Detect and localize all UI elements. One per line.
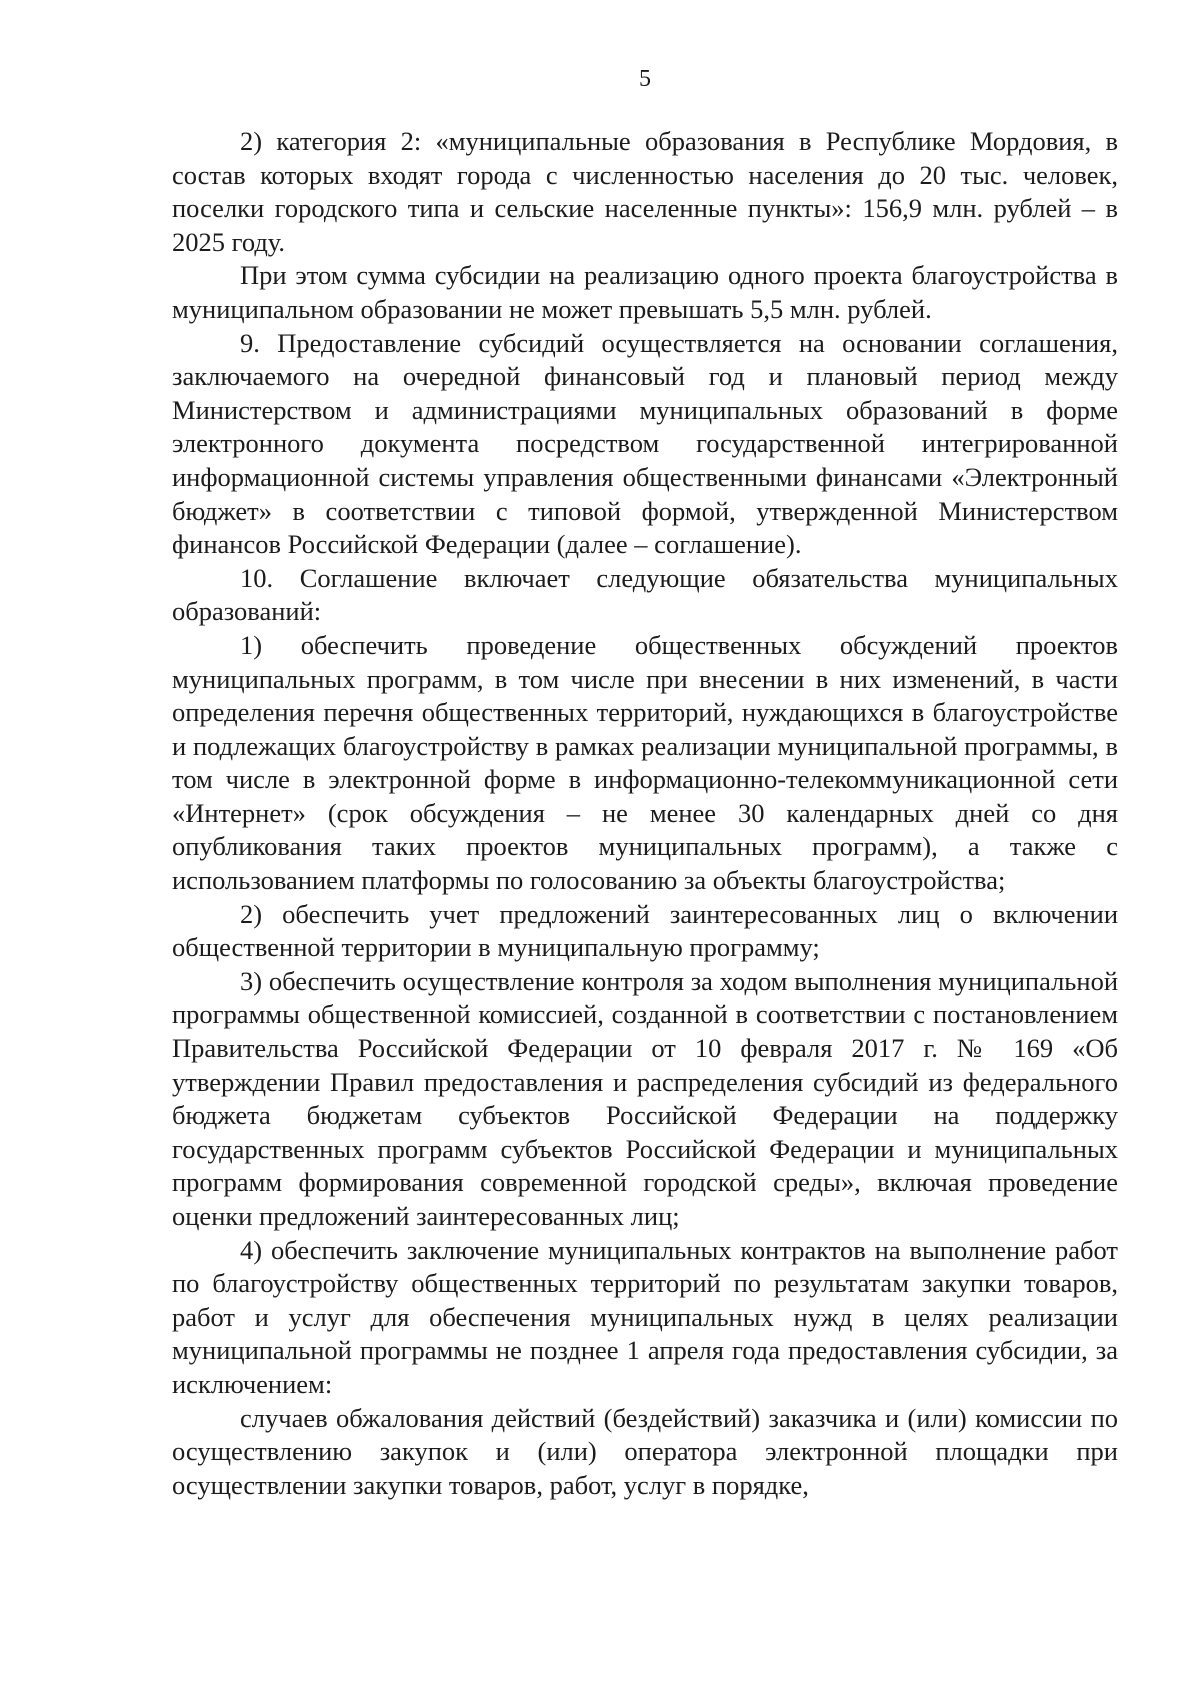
paragraph-10-obligations: 10. Соглашение включает следующие обязательства муниципальных образований: (172, 562, 1118, 627)
obligation-2-proposals: 2) обеспечить учет предложений заинтересованных лиц о включении общественной территории в муниципальную программу; (172, 898, 1118, 963)
paragraph-9-agreement: 9. Предоставление субсидий осуществляется на основании соглашения, заключаемого на очередной финансовый год и плановый период между Министерством и администрациями муниципальных образований в форме электронного документа посредством государственной интегрированной информационной системы управления общественными финансами «Электронный бюджет» в соответствии с типовой формой, утвержденной Министерством финансов Российской Федерации (далее – соглашение). (172, 327, 1118, 560)
obligation-4-contracts: 4) обеспечить заключение муниципальных контрактов на выполнение работ по благоустройству общественных территорий по результатам закупки товаров, работ и услуг для обеспечения муниципальных нужд в целях реализации муниципальной программы не позднее 1 апреля года предоставления субсидии, за исключением: (172, 1234, 1118, 1399)
paragraph-subsidy-limit: При этом сумма субсидии на реализацию одного проекта благоустройства в муниципальном образовании не может превышать 5,5 млн. рублей. (172, 260, 1118, 324)
obligation-1-public-discussion: 1) обеспечить проведение общественных обсуждений проектов муниципальных программ, в том числе при внесении в них изменений, в части определения перечня общественных территорий, нуждающихся в благоустройстве и подлежащих благоустройству в рамках реализации муниципальной программы, в том числе в электронной форме в информационно-телекоммуникационной сети «Интернет» (срок обсуждения – не менее 30 календарных дней со дня опубликования таких проектов муниципальных программ), а также с использованием платформы по голосованию за объекты благоустройства; (172, 629, 1118, 896)
obligation-3-control: 3) обеспечить осуществление контроля за ходом выполнения муниципальной программы общественной комиссией, созданной в соответствии с постановлением Правительства Российской Федерации от 10 февраля 2017 г. № 169 «Об утверждении Правил предоставления и распределения субсидий из федерального бюджета бюджетам субъектов Российской Федерации на поддержку государственных программ субъектов Российской Федерации и муниципальных программ формирования современной городской среды», включая проведение оценки предложений заинтересованных лиц; (172, 965, 1118, 1231)
paragraph-exceptions: случаев обжалования действий (бездействий) заказчика и (или) комиссии по осуществлению закупок и (или) оператора электронной площадки при осуществлении закупки товаров, работ, услуг в порядке, (172, 1402, 1118, 1500)
paragraph-category-2: 2) категория 2: «муниципальные образования в Республике Мордовия, в состав которых входят города с численностью населения до 20 тыс. человек, поселки городского типа и сельские населенные пункты»: 156,9 млн. рублей – в 2025 году. (172, 126, 1118, 257)
page-number: 5 (639, 66, 651, 92)
document-body (172, 125, 1118, 1502)
